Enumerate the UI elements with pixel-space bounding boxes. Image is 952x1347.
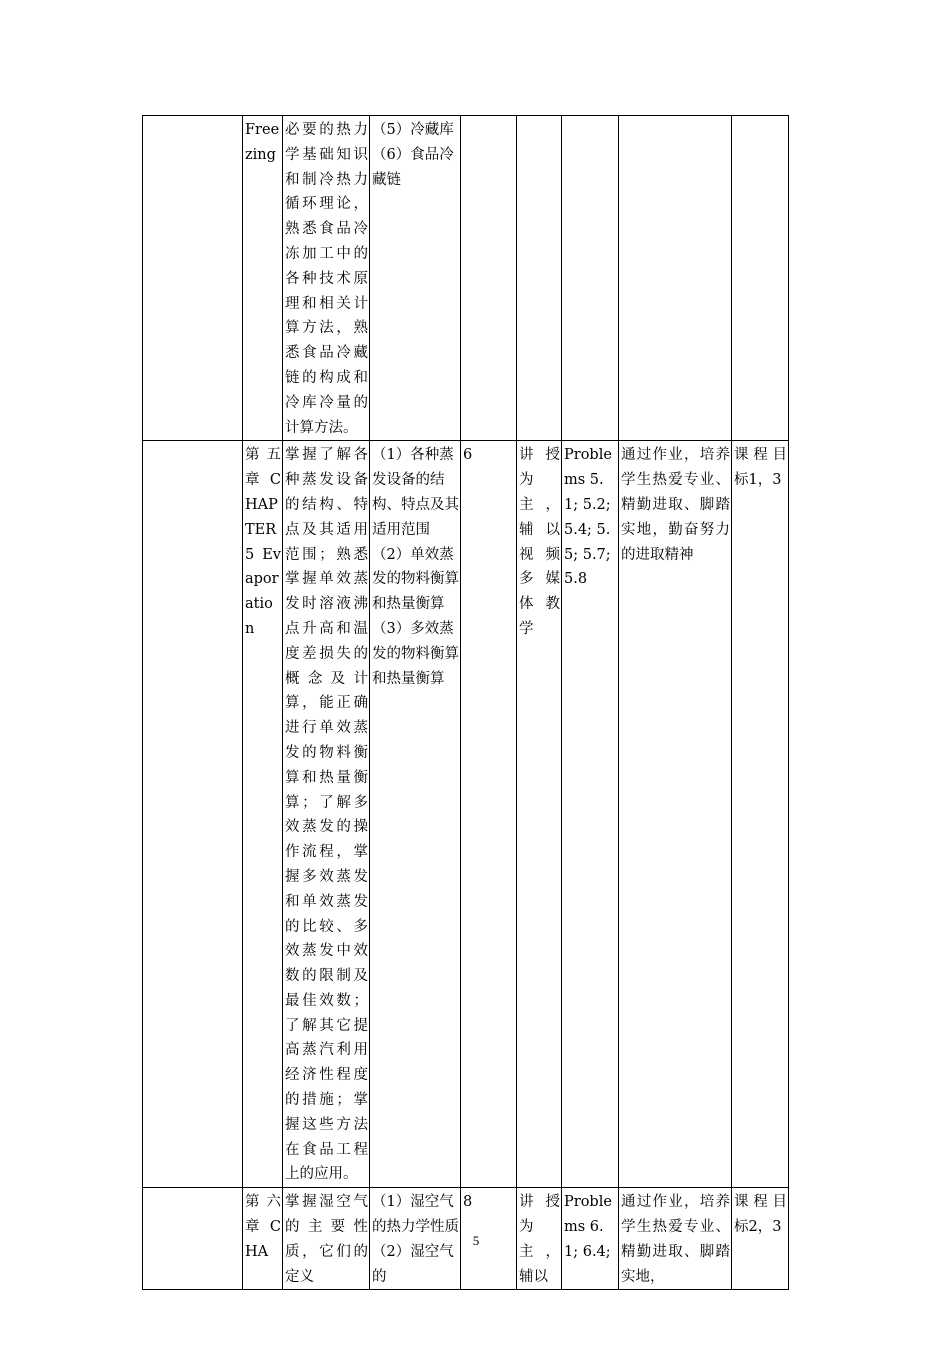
content-cell: （5）冷藏库 （6）食品冷藏链 <box>370 116 461 441</box>
homework-cell <box>562 116 619 441</box>
content-cell: （1）各种蒸发设备的结构、特点及其适用范围 （2）单效蒸发的物料衡算和热量衡算 （3）多效蒸发的物料衡算和热量衡算 <box>370 441 461 1188</box>
table-row <box>143 441 789 1188</box>
blank-cell <box>143 441 243 1188</box>
method-cell: 讲授为主，辅以视频多媒体教学 <box>517 441 562 1188</box>
homework-cell: Problems 5.1; 5.2; 5.4; 5.5; 5.7; 5.8 <box>562 441 619 1188</box>
chapter-cell: 第五章CHAPTER 5 Evaporation <box>243 441 283 1188</box>
objective-cell <box>732 116 789 441</box>
ideology-cell: 通过作业，培养学生热爱专业、精勤进取、脚踏实地，勤奋努力的进取精神 <box>619 441 732 1188</box>
ideology-cell <box>619 116 732 441</box>
requirement-cell: 掌握湿空气的主要性质，它们的定义 <box>283 1188 370 1290</box>
hours-cell <box>461 116 517 441</box>
hours-cell: 8 <box>461 1188 517 1290</box>
chapter-cell: 第六章CHA <box>243 1188 283 1290</box>
objective-cell: 课程目标2，3 <box>732 1188 789 1290</box>
syllabus-table <box>142 115 789 1290</box>
content-cell: （1）湿空气的热力学性质 （2）湿空气的 <box>370 1188 461 1290</box>
homework-cell: Problems 6.1; 6.4; <box>562 1188 619 1290</box>
objective-cell: 课程目标1，3 <box>732 441 789 1188</box>
requirement-cell: 必要的热力学基础知识和制冷热力循环理论，熟悉食品冷冻加工中的各种技术原理和相关计算方法，熟悉食品冷藏链的构成和冷库冷量的计算方法。 <box>283 116 370 441</box>
requirement-cell: 掌握了解各种蒸发设备的结构、特点及其适用范围；熟悉掌握单效蒸发时溶液沸点升高和温度差损失的概念及计算，能正确进行单效蒸发的物料衡算和热量衡算；了解多效蒸发的操作流程，掌握多效蒸发和单效蒸发的比较、多效蒸发中效数的限制及最佳效数；了解其它提高蒸汽利用经济性程度的措施；掌握这些方法在食品工程上的应用。 <box>283 441 370 1188</box>
method-cell: 讲授为主，辅以 <box>517 1188 562 1290</box>
table-row <box>143 116 789 441</box>
ideology-cell: 通过作业，培养学生热爱专业、精勤进取、脚踏实地， <box>619 1188 732 1290</box>
hours-cell: 6 <box>461 441 517 1188</box>
method-cell <box>517 116 562 441</box>
blank-cell <box>143 116 243 441</box>
chapter-cell: Freezing <box>243 116 283 441</box>
page-number: 5 <box>472 1233 480 1248</box>
